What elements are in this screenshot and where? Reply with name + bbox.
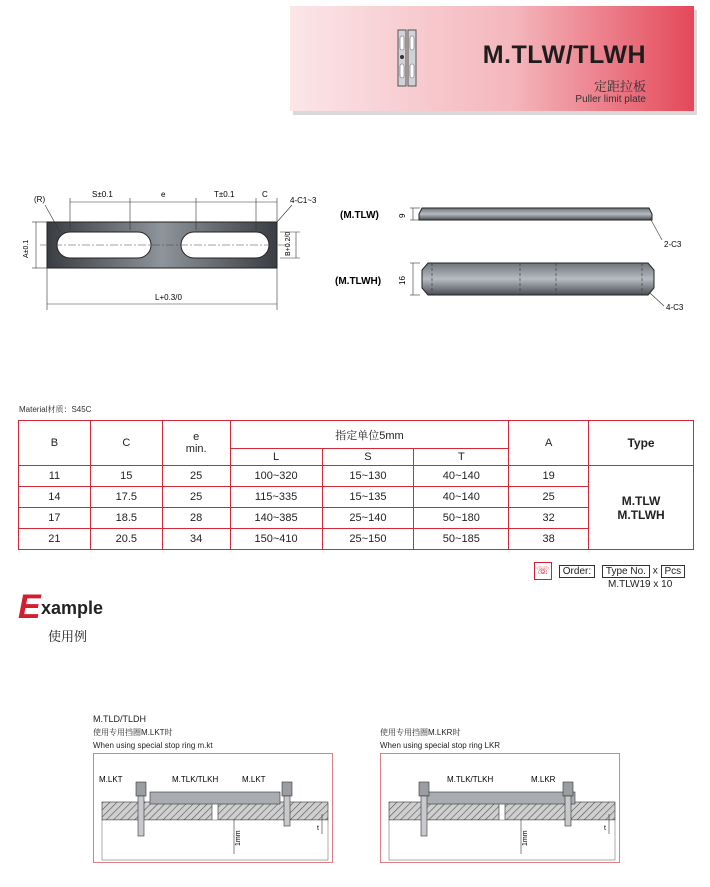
ex2-label-right: M.LKR	[531, 775, 556, 784]
dim-s: S±0.1	[92, 190, 113, 199]
dim-r: (R)	[34, 195, 46, 204]
cell-e: 25	[162, 466, 230, 487]
ex1-label-right: M.LKT	[242, 775, 266, 784]
subtitle-en: Puller limit plate	[575, 94, 646, 105]
cell-b: 14	[19, 487, 91, 508]
example-2-en: When using special stop ring LKR	[380, 741, 501, 750]
type-tlwh: M.TLWH	[617, 507, 665, 522]
material-note: Material材质：S45C	[19, 405, 92, 414]
cell-c: 15	[90, 466, 162, 487]
cell-a: 38	[509, 529, 589, 550]
cell-s: 15~135	[322, 487, 414, 508]
col-header-l: L	[230, 449, 322, 466]
ex1-label-left: M.LKT	[99, 775, 123, 784]
example-2-diagram	[381, 754, 619, 862]
header-banner	[290, 6, 694, 111]
ex2-t: t	[604, 825, 606, 832]
tlwh-side-view	[410, 263, 664, 306]
ex1-gap: 1mm	[235, 830, 242, 846]
subtitle-cn: 定距拉板	[593, 79, 646, 94]
example-subheading: 使用例	[48, 629, 88, 644]
tlw-label: (M.TLW)	[340, 210, 379, 221]
order-type-no: Type No.	[602, 565, 650, 578]
col-header-e-sub: min.	[185, 443, 207, 455]
col-header-c: C	[90, 421, 162, 466]
phone-icon: ☏	[534, 562, 552, 580]
tlwh-thickness: 16	[398, 276, 407, 285]
col-header-e-label: e	[193, 431, 200, 443]
cell-b: 17	[19, 508, 91, 529]
cell-a: 25	[509, 487, 589, 508]
tlwh-label: (M.TLWH)	[335, 276, 382, 287]
cell-l: 140~385	[230, 508, 322, 529]
dim-chamfer-top: 4-C1~3	[290, 196, 317, 205]
dim-b: B+0.2/0	[285, 231, 292, 256]
col-header-e	[162, 421, 230, 466]
cell-s: 25~150	[322, 529, 414, 550]
spec-table	[18, 420, 694, 550]
ex2-label-mid: M.TLK/TLKH	[447, 775, 494, 784]
cell-l: 115~335	[230, 487, 322, 508]
order-line	[534, 562, 685, 580]
cell-l: 150~410	[230, 529, 322, 550]
example-1-cn: 使用专用挡圈M.LKT时	[93, 728, 173, 737]
example-heading: xample	[41, 598, 104, 618]
example-2-caption	[380, 726, 500, 752]
order-x: x	[652, 565, 658, 577]
cell-c: 20.5	[90, 529, 162, 550]
cell-t: 50~185	[414, 529, 509, 550]
cell-c: 18.5	[90, 508, 162, 529]
cell-l: 100~320	[230, 466, 322, 487]
example-letter: E	[18, 588, 41, 626]
cell-a: 32	[509, 508, 589, 529]
tlw-chamfer: 2-C3	[664, 240, 682, 249]
plate-front-view	[40, 222, 290, 268]
tlw-side-view	[410, 208, 662, 240]
col-header-s: S	[322, 449, 414, 466]
cell-type	[589, 466, 694, 550]
cell-e: 34	[162, 529, 230, 550]
col-header-a: A	[509, 421, 589, 466]
dim-t: T±0.1	[214, 190, 235, 199]
example-1-diagram	[94, 754, 332, 862]
example-1-en: When using special stop ring m.kt	[93, 741, 213, 750]
ex1-t: t	[317, 825, 319, 832]
ex2-gap: 1mm	[522, 830, 529, 846]
example-1-frame	[93, 753, 333, 863]
dim-l: L+0.3/0	[155, 293, 182, 302]
order-pcs: Pcs	[661, 565, 686, 578]
cell-t: 50~180	[414, 508, 509, 529]
cell-e: 25	[162, 487, 230, 508]
col-header-b: B	[19, 421, 91, 466]
cell-s: 25~140	[322, 508, 414, 529]
example-1-title: M.TLD/TLDH	[93, 714, 147, 724]
tlwh-chamfer: 4-C3	[666, 303, 684, 312]
col-header-unit-group: 指定单位5mm	[230, 421, 509, 449]
cell-a: 19	[509, 466, 589, 487]
example-2-cn: 使用专用挡圈M.LKR时	[380, 728, 461, 737]
cell-e: 28	[162, 508, 230, 529]
tlw-thickness: 9	[398, 213, 407, 218]
cell-s: 15~130	[322, 466, 414, 487]
page-title: M.TLW/TLWH	[482, 41, 646, 69]
cell-t: 40~140	[414, 466, 509, 487]
ex1-label-mid: M.TLK/TLKH	[172, 775, 219, 784]
cell-b: 11	[19, 466, 91, 487]
order-label: Order:	[559, 565, 595, 578]
example-2-frame	[380, 753, 620, 863]
col-header-type: Type	[589, 421, 694, 466]
order-example: M.TLW19 x 10	[608, 579, 673, 590]
dim-a: A±0.1	[23, 239, 30, 258]
technical-drawing	[0, 150, 710, 330]
dim-c: C	[262, 190, 268, 199]
table-row	[19, 466, 694, 487]
cell-c: 17.5	[90, 487, 162, 508]
cell-b: 21	[19, 529, 91, 550]
cell-t: 40~140	[414, 487, 509, 508]
product-icon	[396, 28, 418, 90]
example-1-caption	[93, 713, 213, 752]
type-tlw: M.TLW	[621, 493, 661, 508]
col-header-t: T	[414, 449, 509, 466]
dim-e: e	[161, 190, 166, 199]
